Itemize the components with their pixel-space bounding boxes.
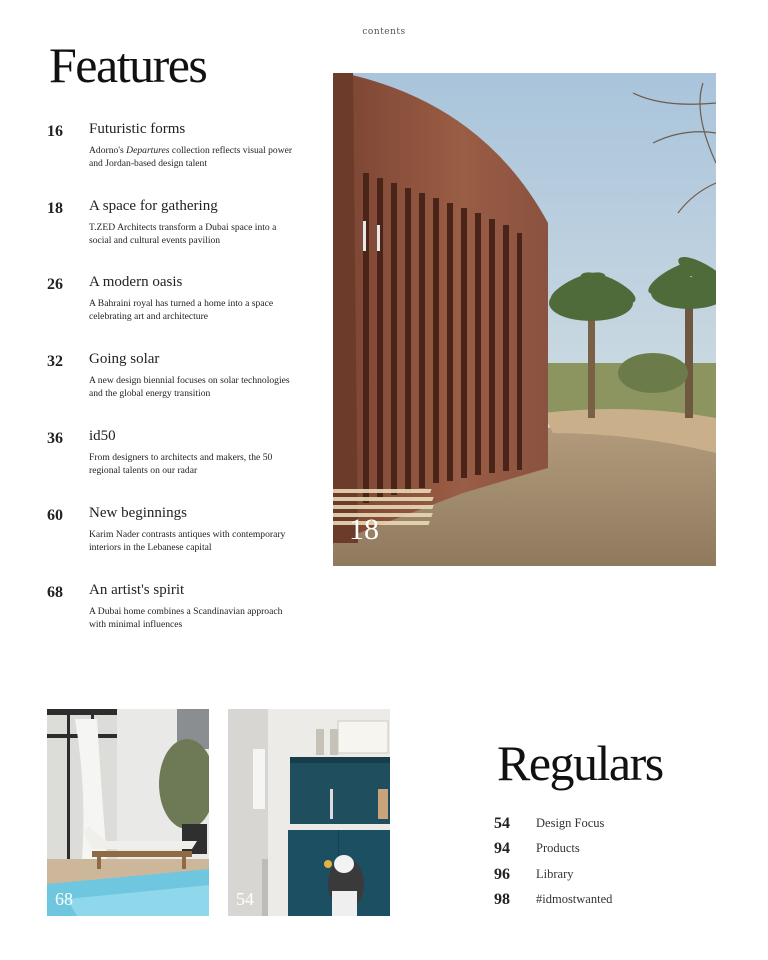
feature-description: T.ZED Architects transform a Dubai space into a social and cultural events pavilion [89,222,277,246]
feature-title: Futuristic forms [89,121,186,137]
feature-title: Going solar [89,351,160,367]
feature-page-number: 18 [47,200,63,217]
feature-description: A Dubai home combines a Scandinavian approach with minimal influences [89,606,283,630]
regular-page-number: 98 [494,891,510,908]
feature-description: Adorno's Departures collection reflects visual power and Jordan-based design talent [89,145,293,169]
feature-title: An artist's spirit [89,582,185,598]
feature-page-number: 32 [47,353,63,370]
regular-page-number: 54 [494,815,510,832]
features-heading: Features [49,37,207,93]
feature-page-number: 36 [47,430,63,447]
regulars-heading: Regulars [497,735,663,791]
feature-description: A new design biennial focuses on solar technologies and the global energy transition [89,375,290,399]
main-feature-photo[interactable] [333,73,716,566]
regular-page-number: 94 [494,840,510,857]
regular-label: Library [536,867,574,881]
pool-photo[interactable] [47,709,209,916]
feature-description: Karim Nader contrasts antiques with contemporary interiors in the Lebanese capital [89,529,286,553]
feature-description: From designers to architects and makers, the 50 regional talents on our radar [89,452,273,476]
feature-title: New beginnings [89,505,187,521]
regular-page-number: 96 [494,866,510,883]
feature-title: A space for gathering [89,198,218,214]
kitchen-illustration [228,709,390,916]
feature-title: id50 [89,428,116,444]
pool-illustration [47,709,209,916]
regular-label: Design Focus [536,816,605,830]
photo-page-number: 18 [349,513,379,546]
regular-label: #idmostwanted [536,892,613,906]
feature-page-number: 16 [47,123,63,140]
feature-page-number: 26 [47,276,63,293]
feature-description: A Bahraini royal has turned a home into a space celebrating art and architecture [89,298,274,322]
regular-label: Products [536,841,580,855]
feature-title: A modern oasis [89,274,183,290]
feature-page-number: 68 [47,584,63,601]
kitchen-photo[interactable] [228,709,390,916]
section-kicker: contents [362,27,406,37]
feature-page-number: 60 [47,507,63,524]
photo-page-number: 68 [55,889,73,909]
photo-page-number: 54 [236,889,254,909]
pavilion-illustration [333,73,716,566]
